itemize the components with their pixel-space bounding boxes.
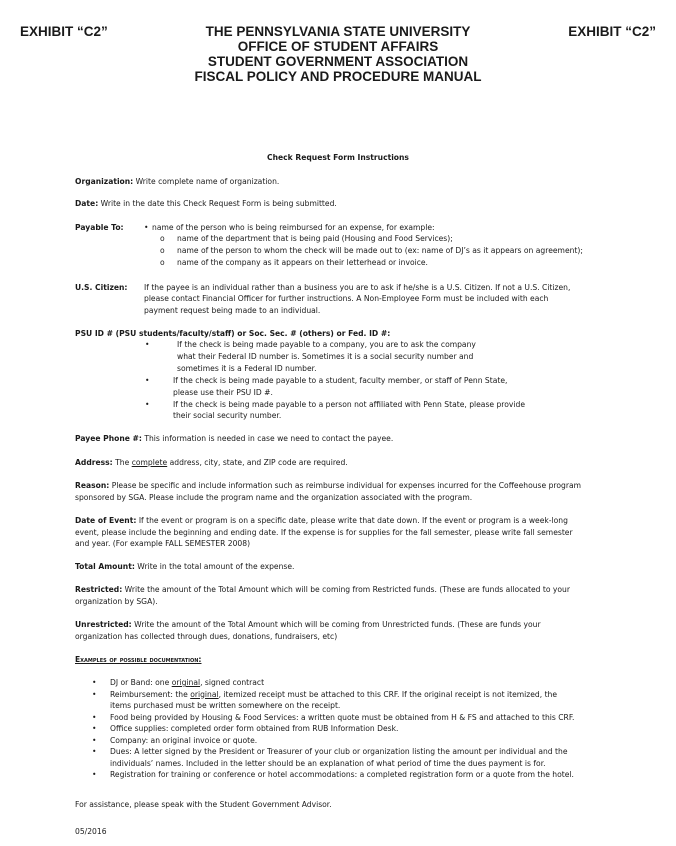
psu-id-bullet-dot-3: • <box>145 400 150 409</box>
address-label: Address: <box>75 458 113 467</box>
examples-heading: Examples of possible documentation: <box>75 655 202 664</box>
psu-id-b2-l1: If the check is being made payable to a student, faculty member, or staff of Penn State, <box>173 376 508 385</box>
bullet-icon: • <box>92 770 97 779</box>
bullet-icon: • <box>92 724 97 733</box>
psu-id-label: PSU ID # (PSU students/faculty/staff) or Soc. Sec. # (others) or Fed. ID #: <box>75 329 391 338</box>
date-text: Write in the date this Check Request Form is being submitted. <box>100 199 337 208</box>
bullet-icon: • <box>92 747 97 756</box>
form-title: Check Request Form Instructions <box>267 153 409 162</box>
payable-to-sub-dot-3: o <box>160 258 165 267</box>
payable-to-sub-3: name of the company as it appears on their letterhead or invoice. <box>177 258 428 267</box>
example-item: • Reimbursement: the original, itemized receipt must be attached to this CRF. If the original receipt is not itemized, the items purchased must be written somewhere on the receipt. <box>92 689 558 710</box>
example-item: • Dues: A letter signed by the President or Treasurer of your club or organization listing the amount per individual and the individuals’ names. Included in the letter should be an explanation of what period of time the dues payment is for. <box>92 747 568 768</box>
us-citizen-line-1: If the payee is an individual rather than a business you are to ask if he/she is a U.S. Citizen. If not a U.S. Citizen, <box>144 283 571 292</box>
reason-line-1: Please be specific and include information such as reimburse individual for expenses incurred for the Coffeehouse program <box>111 481 581 490</box>
examples-list <box>92 677 602 781</box>
bullet-icon: • <box>92 735 97 745</box>
psu-id-b3-l1: If the check is being made payable to a person not affiliated with Penn State, please provide <box>173 400 526 409</box>
us-citizen-line-3: payment request being made to an individual. <box>144 306 321 315</box>
date-of-event-line-2: event, please include the beginning and ending date. If the expense is for supplies for the fall semester, please write fall semester <box>75 527 573 537</box>
psu-id-b1-l3: sometimes it is a Federal ID number. <box>177 364 317 373</box>
date-of-event-label: Date of Event: <box>75 516 137 525</box>
unrestricted-section <box>75 619 595 642</box>
bullet-icon: • <box>92 712 97 722</box>
psu-id-bullet-dot-1: • <box>145 340 150 349</box>
exhibit-label-right: EXHIBIT “C2” <box>568 24 656 39</box>
reason-section <box>75 480 595 503</box>
organization-section <box>75 176 595 188</box>
psu-id-bullet-dot-2: • <box>145 376 150 385</box>
restricted-line-2: organization by SGA). <box>75 596 158 606</box>
psu-id-b3-l2: their social security number. <box>173 411 282 420</box>
date-of-event-line-1: If the event or program is on a specific date, please write that date down. If the event or program is a week-long <box>138 516 568 525</box>
total-amount-section <box>75 561 595 573</box>
organization-label: Organization: <box>75 177 134 186</box>
reason-line-2: sponsored by SGA. Please include the program name and the organization associated with the program. <box>75 492 473 502</box>
payable-to-sub-dot-1: o <box>160 234 165 243</box>
reason-label: Reason: <box>75 481 110 490</box>
psu-id-b2-l2: please use their PSU ID #. <box>173 388 273 397</box>
address-post: address, city, state, and ZIP code are required. <box>169 458 348 467</box>
restricted-label: Restricted: <box>75 585 123 594</box>
title-line-1: THE PENNSYLVANIA STATE UNIVERSITY <box>205 24 471 39</box>
title-line-2: OFFICE OF STUDENT AFFAIRS <box>237 39 439 54</box>
psu-id-b1-l1: If the check is being made payable to a company, you are to ask the company <box>177 340 476 349</box>
example-item: • Food being provided by Housing & Food Services: a written quote must be obtained from H & FS and attached to this CRF. <box>92 712 575 722</box>
example-item: • DJ or Band: one original, signed contract <box>92 678 265 687</box>
address-pre: The <box>115 458 130 467</box>
psu-id-b1-l2: what their Federal ID number is. Sometimes it is a social security number and <box>177 352 474 361</box>
title-line-3: STUDENT GOVERNMENT ASSOCIATION <box>207 54 469 69</box>
title-line-4: FISCAL POLICY AND PROCEDURE MANUAL <box>194 69 482 84</box>
payable-to-bullet: name of the person who is being reimbursed for an expense, for example: <box>152 223 435 232</box>
date-of-event-section <box>75 515 595 550</box>
payable-to-sub-1: name of the department that is being paid (Housing and Food Services); <box>177 234 453 243</box>
exhibit-label-left: EXHIBIT “C2” <box>20 24 108 39</box>
address-underlined: complete <box>131 458 168 467</box>
document-title <box>0 24 676 84</box>
example-item: • Registration for training or conference or hotel accommodations: a completed registration form or a quote from the hotel. <box>92 770 574 779</box>
unrestricted-line-1: Write the amount of the Total Amount which will be coming from Unrestricted funds. (These are funds your <box>134 620 541 629</box>
us-citizen-label: U.S. Citizen: <box>75 283 128 292</box>
address-section <box>75 457 595 469</box>
total-amount-text: Write in the total amount of the expense. <box>137 562 295 571</box>
assistance-text: For assistance, please speak with the Student Government Advisor. <box>75 800 332 809</box>
date-of-event-line-3: and year. (For example FALL SEMESTER 2008) <box>75 539 251 548</box>
unrestricted-label: Unrestricted: <box>75 620 132 629</box>
payable-to-sub-dot-2: o <box>160 246 165 255</box>
example-item: • Office supplies: completed order form obtained from RUB Information Desk. <box>92 724 399 733</box>
footer-date: 05/2016 <box>75 827 107 836</box>
total-amount-label: Total Amount: <box>75 562 135 571</box>
payee-phone-label: Payee Phone #: <box>75 434 142 443</box>
unrestricted-line-2: organization has collected through dues, donations, fundraisers, etc) <box>75 631 338 641</box>
date-label: Date: <box>75 199 99 208</box>
date-section <box>75 198 595 210</box>
example-item: • Company: an original invoice or quote. <box>92 735 258 745</box>
restricted-line-1: Write the amount of the Total Amount which will be coming from Restricted funds. (These are funds allocated to your <box>124 585 570 594</box>
restricted-section <box>75 584 595 607</box>
bullet-icon: • <box>92 689 97 699</box>
payable-to-sub-2: name of the person to whom the check will be made out to (ex: name of DJ’s as it appears on agreement); <box>177 246 583 255</box>
organization-text: Write complete name of organization. <box>135 177 280 186</box>
us-citizen-line-2: please contact Financial Officer for further instructions. A Non-Employee Form must be included with each <box>144 294 549 303</box>
payee-phone-section <box>75 433 595 445</box>
payable-to-label: Payable To: <box>75 223 124 232</box>
payee-phone-text: This information is needed in case we need to contact the payee. <box>144 434 394 443</box>
bullet-icon: • <box>92 678 97 687</box>
payable-to-bullet-dot: • <box>144 223 149 232</box>
